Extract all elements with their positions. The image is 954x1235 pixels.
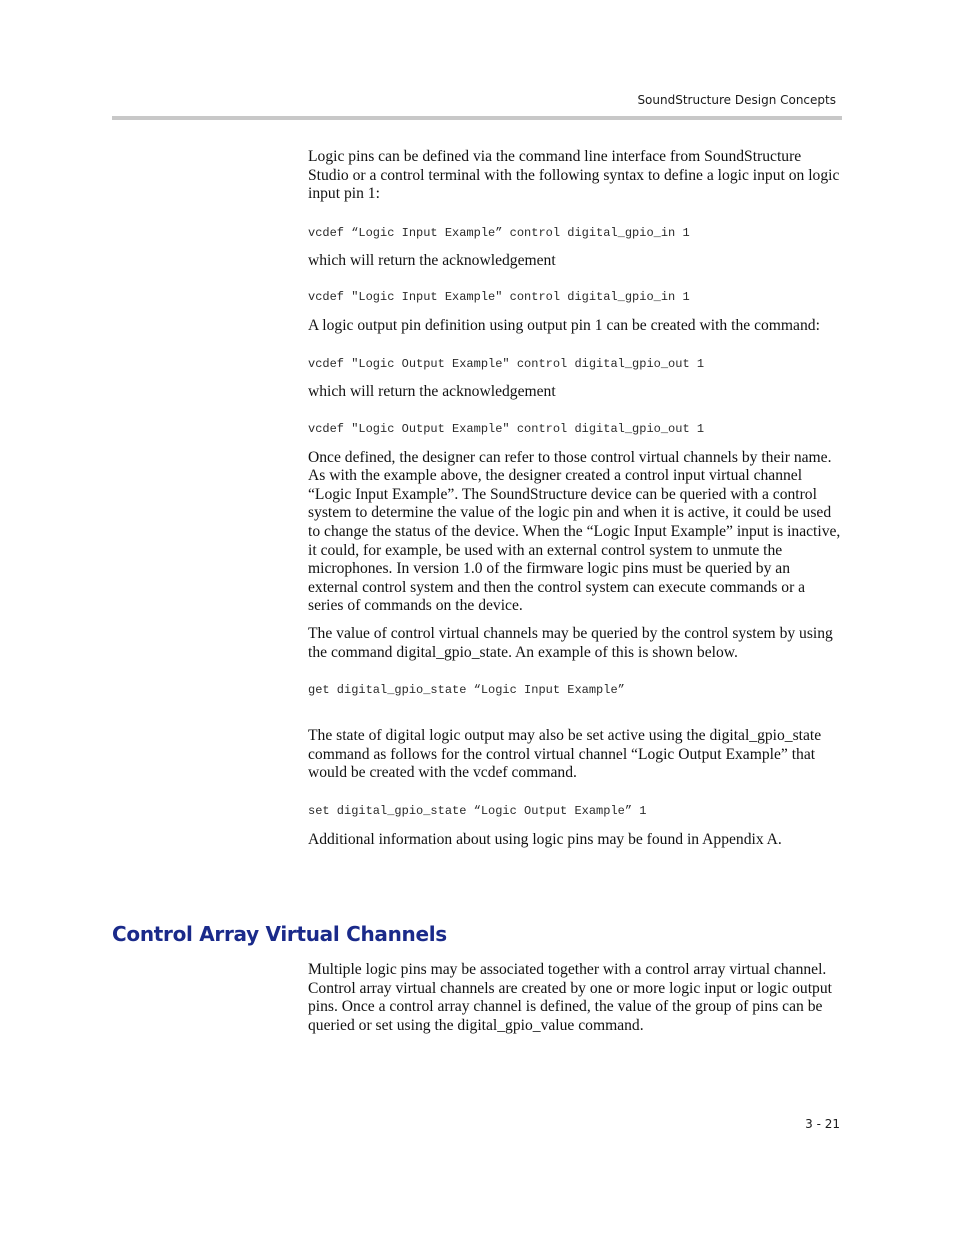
page-number: 3 - 21 bbox=[805, 1117, 840, 1131]
paragraph-define-logic-pins: Logic pins can be defined via the command line interface from SoundStructure Studio or a control terminal with the following syntax to define a logic input on logic input pin 1: bbox=[308, 148, 840, 203]
code-set-digital-gpio-state: set digital_gpio_state “Logic Output Example” 1 bbox=[308, 803, 647, 818]
paragraph-query-value: The value of control virtual channels may be queried by the control system by using the command digital_gpio_state. An example of this is shown below. bbox=[308, 624, 833, 661]
running-header: SoundStructure Design Concepts bbox=[637, 93, 836, 107]
paragraph-additional-info: Additional information about using logic pins may be found in Appendix A. bbox=[308, 830, 782, 848]
code-vcdef-logic-output: vcdef "Logic Output Example" control digital_gpio_out 1 bbox=[308, 356, 705, 371]
section-heading: Control Array Virtual Channels bbox=[112, 922, 447, 946]
paragraph-control-array: Multiple logic pins may be associated together with a control array virtual channel. Control array virtual channels are created by one or more logic input or logic output pins. Once a control array channel is defined, the value of the group of pins can be queried or set using the digital_gpio_value command. bbox=[308, 961, 832, 1034]
paragraph-acknowledgement-1: which will return the acknowledgement bbox=[308, 251, 556, 269]
main-content bbox=[308, 148, 842, 849]
code-get-digital-gpio-state: get digital_gpio_state “Logic Input Example” bbox=[308, 683, 625, 698]
code-ack-logic-output: vcdef "Logic Output Example" control digital_gpio_out 1 bbox=[308, 421, 705, 436]
code-vcdef-logic-input: vcdef “Logic Input Example” control digital_gpio_in 1 bbox=[308, 225, 690, 240]
paragraph-acknowledgement-2: which will return the acknowledgement bbox=[308, 382, 556, 400]
paragraph-once-defined: Once defined, the designer can refer to those control virtual channels by their name. As with the example above, the designer created a control input virtual channel “Logic Input Example”. The SoundStructure device can be queried with a control system to determine the value of the logic pin and when it is active, it could be used to change the status of the device. When the “Logic Input Example” input is inactive, it could, for example, be used with an external control system to unmute the microphones. In version 1.0 of the firmware logic pins must be queried by an external control system and then the control system can execute commands or a series of commands on the device. bbox=[308, 448, 841, 615]
paragraph-logic-output-definition: A logic output pin definition using output pin 1 can be created with the command: bbox=[308, 317, 820, 335]
code-ack-logic-input: vcdef "Logic Input Example" control digital_gpio_in 1 bbox=[308, 290, 690, 305]
header-rule bbox=[112, 116, 842, 120]
paragraph-set-state: The state of digital logic output may also be set active using the digital_gpio_state command as follows for the control virtual channel “Logic Output Example” that would be created with the vcdef command. bbox=[308, 727, 822, 782]
section-content bbox=[308, 961, 842, 1035]
